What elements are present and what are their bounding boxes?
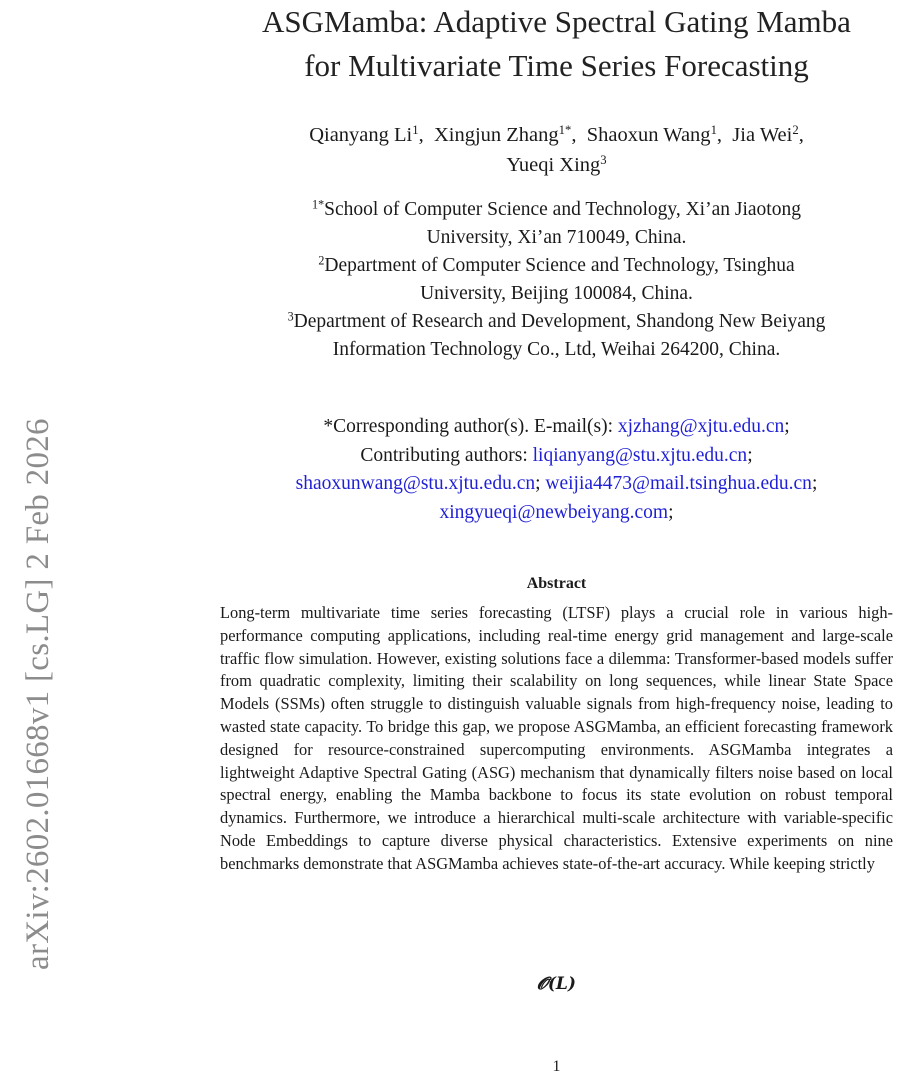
email-link[interactable]: shaoxunwang@stu.xjtu.edu.cn [295, 473, 536, 494]
email-link[interactable]: xingyueqi@newbeiyang.com [439, 501, 669, 523]
affiliation-line: Department of Computer Science and Technology, Tsinghua [324, 255, 795, 276]
author-mark: 2 [792, 123, 799, 138]
author-name: Yueqi Xing [506, 154, 601, 176]
email-link[interactable]: weijia4473@mail.tsinghua.edu.cn [545, 473, 812, 494]
author-name: Jia Wei [732, 124, 793, 146]
complexity-formula: 𝓞(L) [537, 974, 576, 994]
affiliation-mark: 2 [318, 253, 325, 268]
author-list: Qianyang Li$^1$, Xingjun Zhang$^{1*}$, Shaoxun Wang$^1$, Jia Wei$^2$, Yueqi Xing$^3$ [309, 123, 804, 176]
corresponding-email-link[interactable]: xjzhang@xjtu.edu.cn [617, 416, 785, 437]
title-line-1: ASGMamba: Adaptive Spectral Gating Mamba [262, 4, 851, 39]
contributing-label: Contributing authors: [360, 444, 533, 466]
contact-block: *Corresponding author(s). E-mail(s): xjzhang@xjtu.edu.cn; Contributing authors: liqianyang@stu.xjtu.edu.cn; shaoxunwang@stu.xjtu.edu.cn; weijia4473@mail.tsinghua.edu.cn; xingyueqi@newbeiyang.com; [295, 416, 818, 523]
abstract-heading: Abstract [526, 575, 587, 592]
affiliation-line: School of Computer Science and Technology, Xi’an Jiaotong [324, 199, 801, 220]
author-name: Qianyang Li [309, 124, 413, 146]
affiliation-line: Information Technology Co., Ltd, Weihai 264200, China. [332, 339, 781, 360]
author-name: Xingjun Zhang [433, 124, 559, 146]
affiliation-mark: 3 [287, 309, 294, 324]
title-line-2: for Multivariate Time Series Forecasting [304, 48, 809, 83]
author-mark: 3 [600, 153, 607, 168]
email-link[interactable]: liqianyang@stu.xjtu.edu.cn [532, 444, 748, 466]
paper-title [214, 0, 899, 88]
affiliation-mark: 1* [312, 197, 325, 212]
arxiv-side-stamp: arXiv:2602.01668v1 [cs.LG] 2 Feb 2026 [20, 418, 56, 970]
affiliation-line: University, Xi’an 710049, China. [426, 227, 687, 248]
affiliation-line: University, Beijing 100084, China. [420, 283, 693, 304]
author-mark: 1* [558, 123, 572, 138]
page-number: 1 [552, 1058, 561, 1075]
author-mark: 1 [710, 123, 717, 138]
author-mark: 1 [412, 123, 419, 138]
affiliation-line: Department of Research and Development, Shandong New Beiyang [293, 311, 826, 332]
corresponding-label: *Corresponding author(s). E-mail(s): [323, 416, 618, 437]
affiliations [214, 196, 899, 364]
abstract-body: Long-term multivariate time series forecasting (LTSF) plays a crucial role in various high-performance computing applications, including real-time energy grid management and large-scale traffic flow simulation. However, existing solutions face a dilemma: Transformer-based models suffer from quadratic complexity, limiting their scalability on long sequences, while linear State Space Models (SSMs) often struggle to distinguish valuable signals from high-frequency noise, leading to wasted state capacity. To bridge this gap, we propose ASGMamba, an efficient forecasting framework designed for resource-constrained supercomputing environments. ASGMamba integrates a lightweight Adaptive Spectral Gating (ASG) mechanism that dynamically filters noise based on local spectral energy, enabling the Mamba backbone to focus its state evolution on robust temporal dynamics. Furthermore, we introduce a hierarchical multi-scale architecture with variable-specific Node Embeddings to capture diverse physical characteristics. Extensive experiments on nine benchmarks demonstrate that ASGMamba achieves state-of-the-art accuracy. While keeping strictly [220, 603, 893, 873]
author-name: Shaoxun Wang [586, 124, 711, 146]
